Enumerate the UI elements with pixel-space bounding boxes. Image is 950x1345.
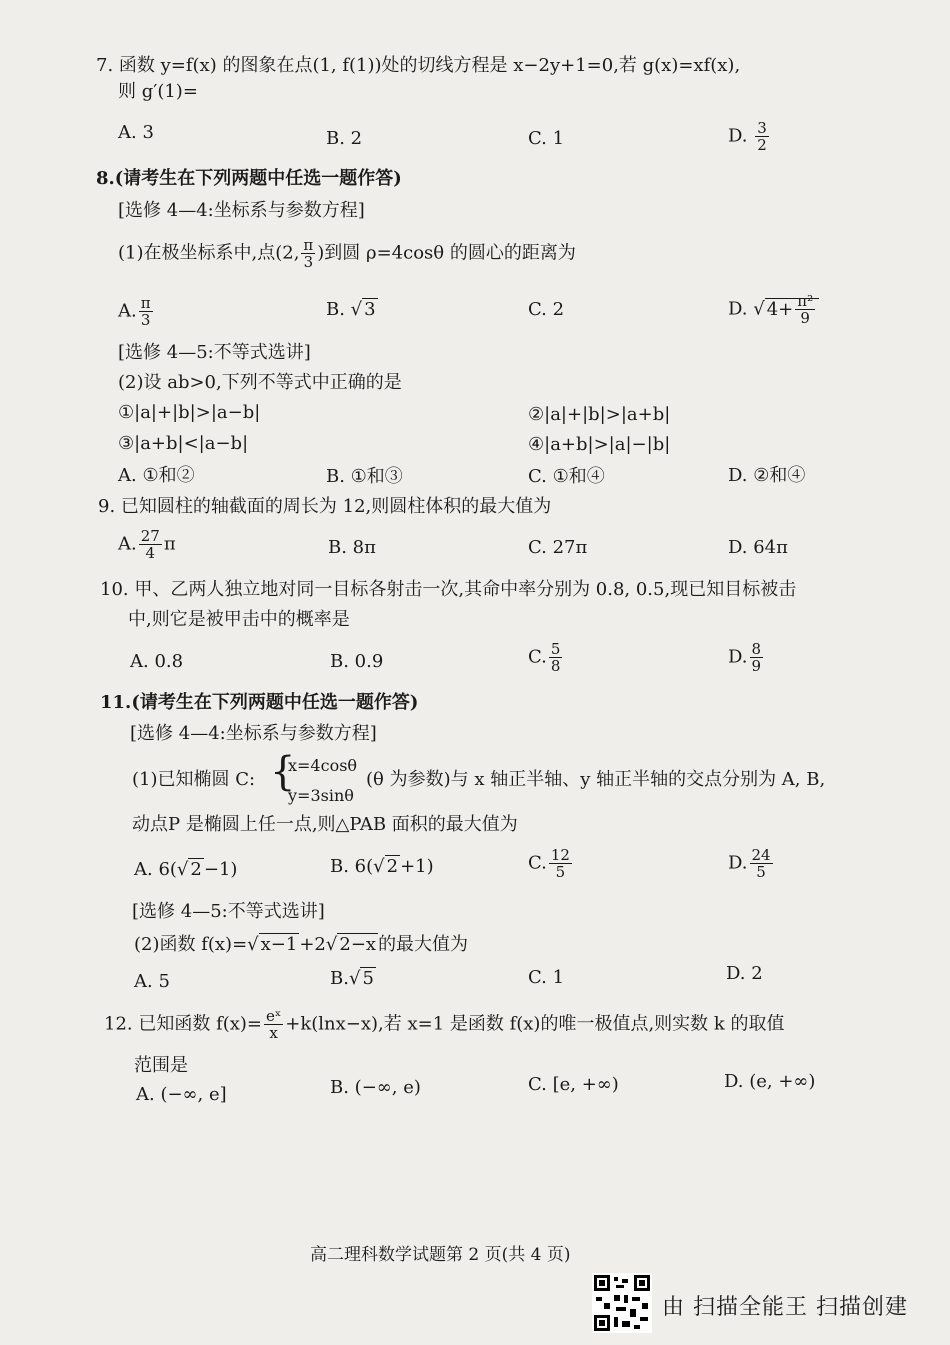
q8-part2-option-d: D. ②和④ bbox=[728, 465, 806, 486]
page-footer: 高二理科数学试题第 2 页(共 4 页) bbox=[310, 1245, 571, 1265]
q10-option-b: B. 0.9 bbox=[330, 651, 384, 672]
q8-part1-option-d: D. √ 4+ $\frac{\text{π²}}{9}$ bbox=[728, 293, 819, 326]
q11-part2-option-a: A. 5 bbox=[134, 971, 170, 992]
q10-option-c: C. $\frac{5}{8}$ bbox=[528, 640, 561, 675]
q9-stem: 9. 已知圆柱的轴截面的周长为 12,则圆柱体积的最大值为 bbox=[98, 496, 552, 517]
q12-option-b: B. (−∞, e) bbox=[330, 1077, 421, 1098]
q9-option-d: D. 64π bbox=[728, 537, 788, 558]
q8-part1-option-b: B. √ 3 bbox=[326, 299, 376, 320]
q8-statement-3: ③|a+b|<|a−b| bbox=[118, 433, 249, 454]
q11-part2-stem: (2)函数 f(x)=√ x−1 +2√ 2−x 的最大值为 bbox=[134, 934, 469, 955]
q11-part2-option-c: C. 1 bbox=[528, 967, 565, 988]
q11-section-polar: [选修 4—4:坐标系与参数方程] bbox=[130, 723, 377, 744]
q11-part1-suffix: (θ 为参数)与 x 轴正半轴、y 轴正半轴的交点分别为 A, B, bbox=[366, 769, 826, 790]
q10-stem-line2: 中,则它是被甲击中的概率是 bbox=[128, 609, 350, 630]
q8-part1-option-c: C. 2 bbox=[528, 299, 565, 320]
q8-part2-option-b: B. ①和③ bbox=[326, 466, 403, 487]
q8-statement-4: ④|a+b|>|a|−|b| bbox=[528, 434, 671, 455]
scanner-watermark: 由 扫描全能王 扫描创建 bbox=[662, 1295, 908, 1320]
q10-stem-line1: 10. 甲、乙两人独立地对同一目标各射击一次,其命中率分别为 0.8, 0.5,现已知目标被击 bbox=[100, 579, 797, 600]
q7-option-c: C. 1 bbox=[528, 128, 565, 149]
q9-option-a: A. $\frac{27}{4}$ π bbox=[118, 527, 176, 562]
q12-option-a: A. (−∞, e] bbox=[136, 1084, 227, 1105]
q11-stem: 11.(请考生在下列两题中任选一题作答) bbox=[100, 692, 419, 713]
q11-part1-option-c: C. $\frac{12}{5}$ bbox=[528, 846, 570, 881]
q7-stem-line2: 则 g′(1)= bbox=[118, 81, 198, 102]
q11-section-inequality: [选修 4—5:不等式选讲] bbox=[132, 901, 325, 922]
q12-option-d: D. (e, +∞) bbox=[724, 1071, 816, 1092]
q8-part2-option-c: C. ①和④ bbox=[528, 466, 605, 487]
q10-option-a: A. 0.8 bbox=[130, 651, 184, 672]
q7-stem-line1: 7. 函数 y=f(x) 的图象在点(1, f(1))处的切线方程是 x−2y+1=0,若 g(x)=xf(x), bbox=[96, 55, 741, 76]
q11-part1-option-b: B. 6(√ 2 +1) bbox=[330, 856, 434, 877]
q10-option-d: D. $\frac{8}{9}$ bbox=[728, 640, 762, 675]
q12-stem-line1: 12. 已知函数 f(x)= $\frac{\text{eˣ}}{x}$ +k(lnx−x),若 x=1 是函数 f(x)的唯一极值点,则实数 k 的取值 bbox=[104, 1007, 785, 1042]
q8-section-polar: [选修 4—4:坐标系与参数方程] bbox=[118, 200, 365, 221]
q7-option-d-fraction: $\frac{3}{2}$ bbox=[757, 119, 767, 154]
q7-option-a: A. 3 bbox=[118, 122, 154, 143]
q11-part1-option-a: A. 6(√ 2 −1) bbox=[134, 859, 238, 880]
q8-part1-stem: (1)在极坐标系中,点(2, $\frac{\pi}{3}$ )到圆 ρ=4cosθ 的圆心的距离为 bbox=[118, 236, 576, 271]
q8-part1-option-a: A. $\frac{\pi}{3}$ bbox=[118, 294, 151, 329]
q8-statement-1: ①|a|+|b|>|a−b| bbox=[118, 402, 261, 423]
q8-statement-2: ②|a|+|b|>|a+b| bbox=[528, 404, 671, 425]
q11-part1-option-d: D. $\frac{24}{5}$ bbox=[728, 846, 771, 881]
q11-part2-option-d: D. 2 bbox=[726, 963, 763, 984]
q7-option-b: B. 2 bbox=[326, 128, 363, 149]
q11-part1-prefix: (1)已知椭圆 C: bbox=[132, 769, 256, 790]
q9-option-c: C. 27π bbox=[528, 537, 588, 558]
q8-part2-option-a: A. ①和② bbox=[118, 465, 195, 486]
q8-stem: 8.(请考生在下列两题中任选一题作答) bbox=[96, 168, 402, 189]
q8-section-inequality: [选修 4—5:不等式选讲] bbox=[118, 342, 311, 363]
q8-part2-stem: (2)设 ab>0,下列不等式中正确的是 bbox=[118, 372, 402, 393]
q11-part1-line2: 动点P 是椭圆上任一点,则△PAB 面积的最大值为 bbox=[132, 814, 518, 835]
q11-system-brace: { bbox=[270, 749, 296, 795]
q7-option-d-label: D. bbox=[728, 125, 748, 147]
q11-part2-option-b: B.√ 5 bbox=[330, 968, 374, 989]
q9-option-b: B. 8π bbox=[328, 537, 376, 558]
q12-stem-line2: 范围是 bbox=[134, 1055, 188, 1076]
q12-option-c: C. [e, +∞) bbox=[528, 1074, 619, 1095]
q11-system-eq2: y=3sinθ bbox=[288, 786, 354, 805]
q7-option-d bbox=[728, 120, 771, 153]
qr-code-icon bbox=[592, 1273, 652, 1333]
q11-system-eq1: x=4cosθ bbox=[288, 756, 358, 775]
